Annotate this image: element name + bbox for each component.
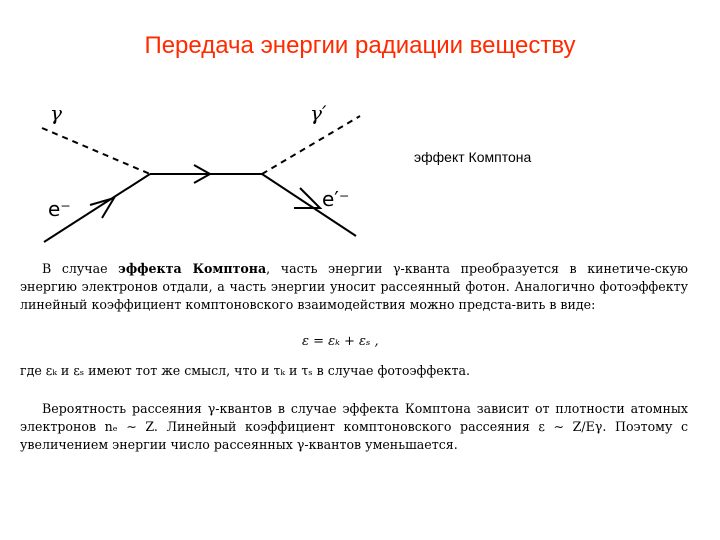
incoming-photon-line — [42, 128, 150, 174]
electron-out-label: e′⁻ — [322, 187, 350, 211]
electron-in-label: e⁻ — [48, 197, 71, 221]
gamma-out-label: γ′ — [310, 101, 327, 125]
equation: ε = εₖ + εₛ , — [302, 334, 379, 349]
incoming-electron-arrow — [90, 198, 114, 218]
para3-text: Вероятность рассеяния γ-квантов в случае эффекта Комптона зависит от плотности атомных электронов nₑ ∼ Z. Линейный коэффициент комптоновского рассеяния ε ∼ Z/Eγ. Поэтому с увеличением энергии число рассеянных γ-квантов уменьшается. — [20, 401, 688, 453]
gamma-in-label: γ — [50, 101, 62, 125]
para1-before: В случае — [42, 261, 119, 276]
diagram-caption: эффект Комптона — [414, 149, 532, 165]
slide-title: Передача энергии радиации веществу — [144, 32, 576, 59]
paragraph-where: где εₖ и εₛ имеют тот же смысл, что и τₖ и τₛ в случае фотоэффекта. — [20, 363, 471, 378]
compton-diagram — [30, 90, 370, 250]
paragraph-compton-intro — [20, 260, 688, 315]
para1-after: , часть энергии γ-кванта преобразуется в кинетиче-скую энергию электронов отдали, а часть энергии уносит рассеянный фотон. Аналогично фотоэффекту линейный коэффициент комптоновского взаимодействия можно предста-вить в виде: — [20, 261, 689, 313]
paragraph-probability — [20, 400, 688, 455]
para1-bold-term: эффекта Комптона — [118, 261, 267, 276]
